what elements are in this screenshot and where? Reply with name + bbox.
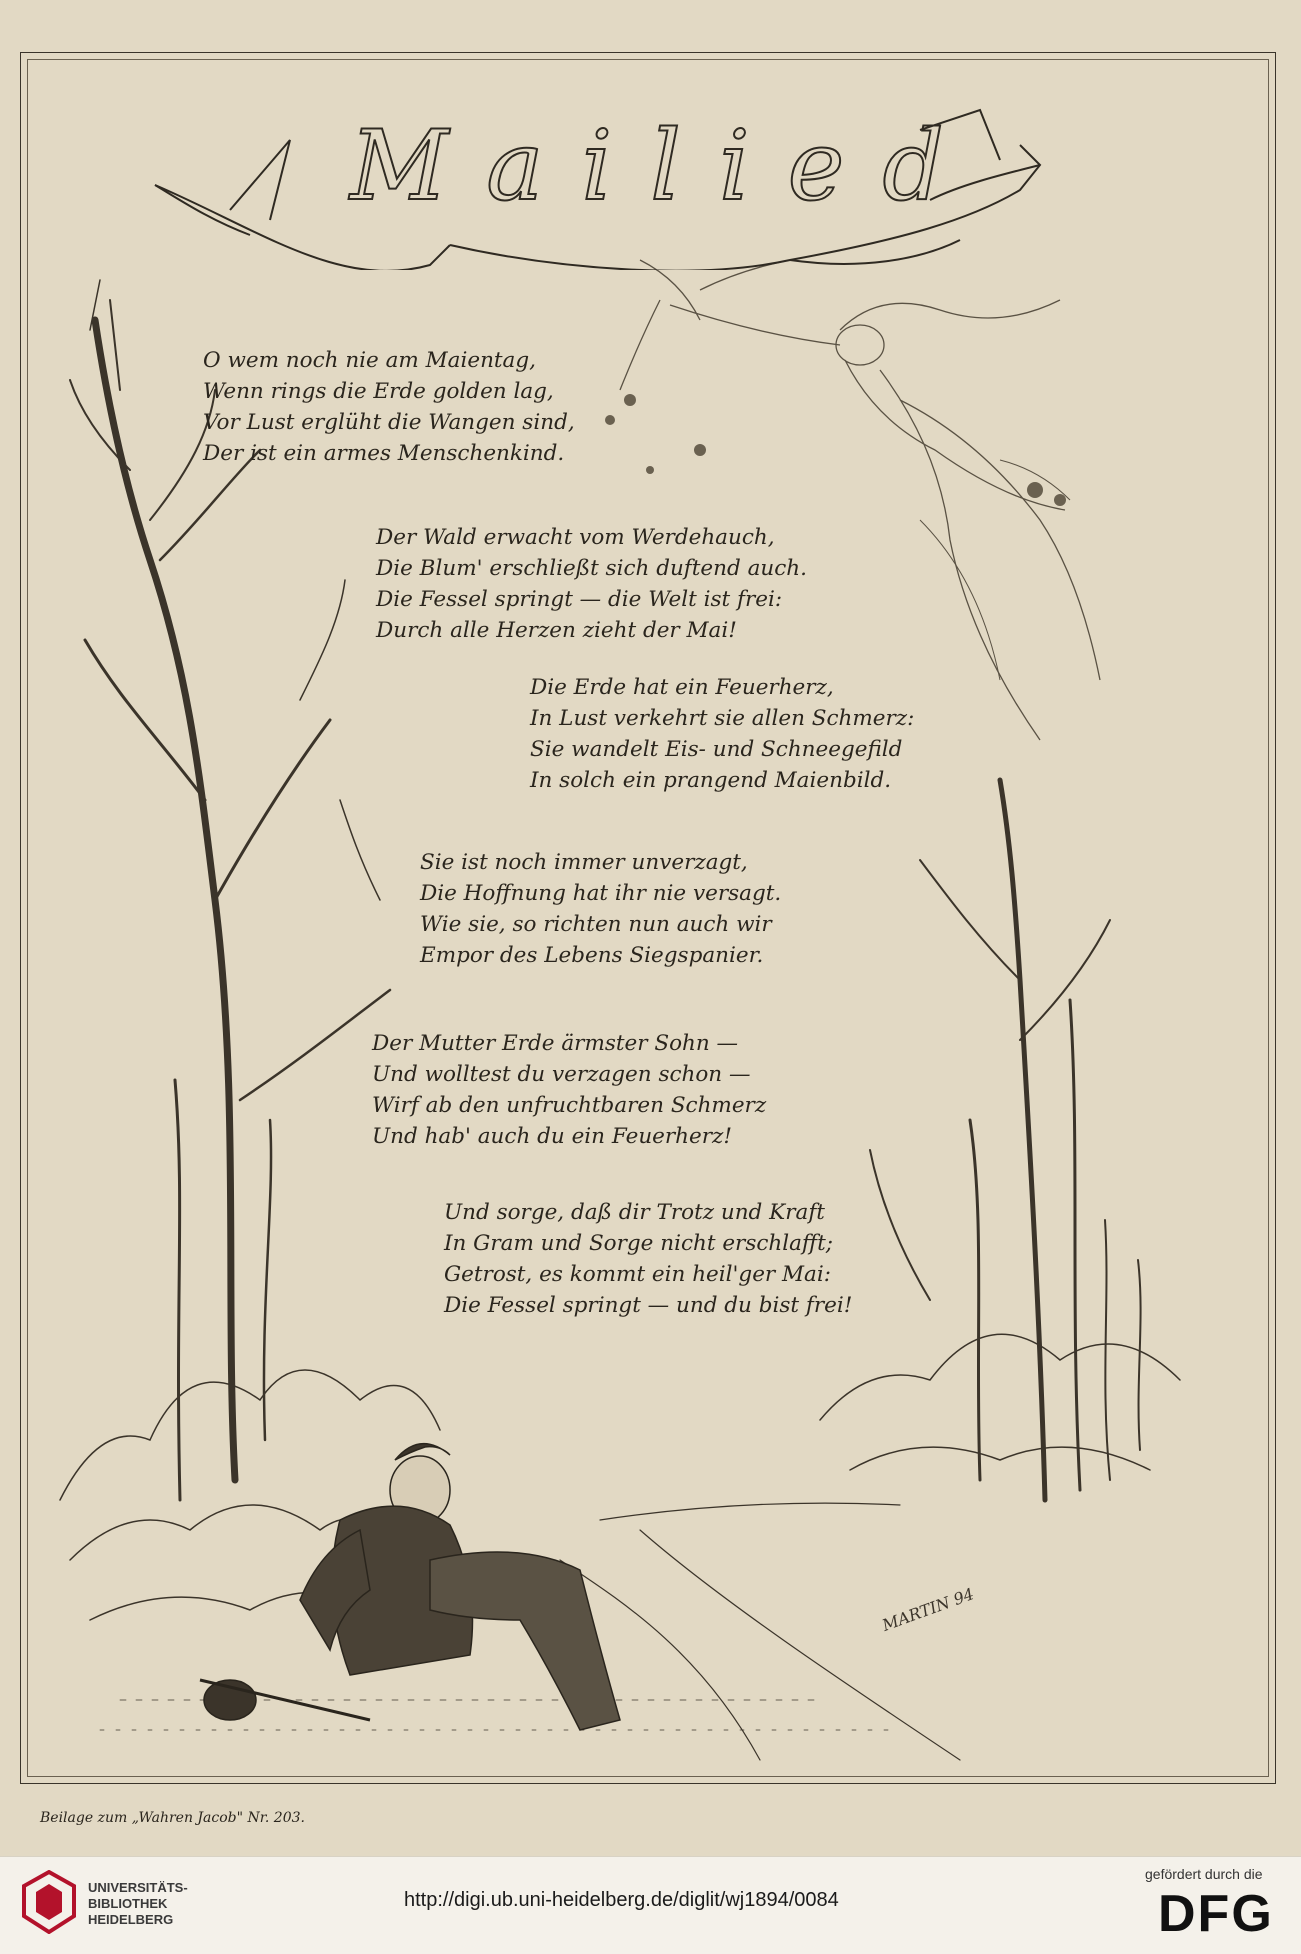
stanza-5 [372,1028,766,1152]
stanza-line: Die Fessel springt — die Welt ist frei: [376,587,783,612]
stanza-2 [376,522,807,646]
library-logo-icon [22,1870,76,1934]
stanza-line: Wirf ab den unfruchtbaren Schmerz [372,1093,767,1118]
library-name-line: UNIVERSITÄTS- [88,1880,188,1895]
stanza-line: In Lust verkehrt sie allen Schmerz: [530,706,915,731]
poem-title: Mailied [350,110,982,222]
stanza-1 [203,345,575,469]
library-name-line: BIBLIOTHEK [88,1896,168,1911]
stanza-line: Und sorge, daß dir Trotz und Kraft [444,1200,825,1225]
stanza-line: Vor Lust erglüht die Wangen sind, [203,410,575,435]
artist-signature: MARTIN 94 [879,1584,977,1635]
stanza-line: Der ist ein armes Menschenkind. [203,441,565,466]
stanza-line: Sie ist noch immer unverzagt, [420,850,748,875]
stanza-3 [530,672,914,796]
stanza-line: Der Mutter Erde ärmster Sohn — [372,1031,739,1056]
dfg-logo[interactable]: DFG [1158,1885,1274,1943]
stanza-line: Wie sie, so richten nun auch wir [420,912,772,937]
stanza-4 [420,847,781,971]
stanza-line: In Gram und Sorge nicht erschlafft; [444,1231,834,1256]
stanza-line: Die Hoffnung hat ihr nie versagt. [420,881,782,906]
stanza-line: Die Fessel springt — und du bist frei! [444,1293,853,1318]
stanza-line: Die Blum' erschließt sich duftend auch. [376,556,807,581]
stanza-line: Die Erde hat ein Feuerherz, [530,675,834,700]
stanza-line: O wem noch nie am Maientag, [203,348,536,373]
sponsor-label: gefördert durch die [1145,1866,1263,1882]
stanza-line: Wenn rings die Erde golden lag, [203,379,554,404]
library-name[interactable] [88,1880,188,1928]
stanza-line: Und wolltest du verzagen schon — [372,1062,751,1087]
stanza-line: Der Wald erwacht vom Werdehauch, [376,525,775,550]
stanza-line: Getrost, es kommt ein heil'ger Mai: [444,1262,831,1287]
stanza-line: Sie wandelt Eis- und Schneegefild [530,737,903,762]
library-name-line: HEIDELBERG [88,1912,174,1927]
page-caption: Beilage zum „Wahren Jacob" Nr. 203. [40,1810,305,1826]
stanza-line: Durch alle Herzen zieht der Mai! [376,618,737,643]
stanza-6 [444,1197,852,1321]
stanza-line: Empor des Lebens Siegspanier. [420,943,764,968]
stanza-line: Und hab' auch du ein Feuerherz! [372,1124,732,1149]
permalink-url[interactable]: http://digi.ub.uni-heidelberg.de/diglit/wj1894/0084 [404,1889,839,1911]
stanza-line: In solch ein prangend Maienbild. [530,768,892,793]
